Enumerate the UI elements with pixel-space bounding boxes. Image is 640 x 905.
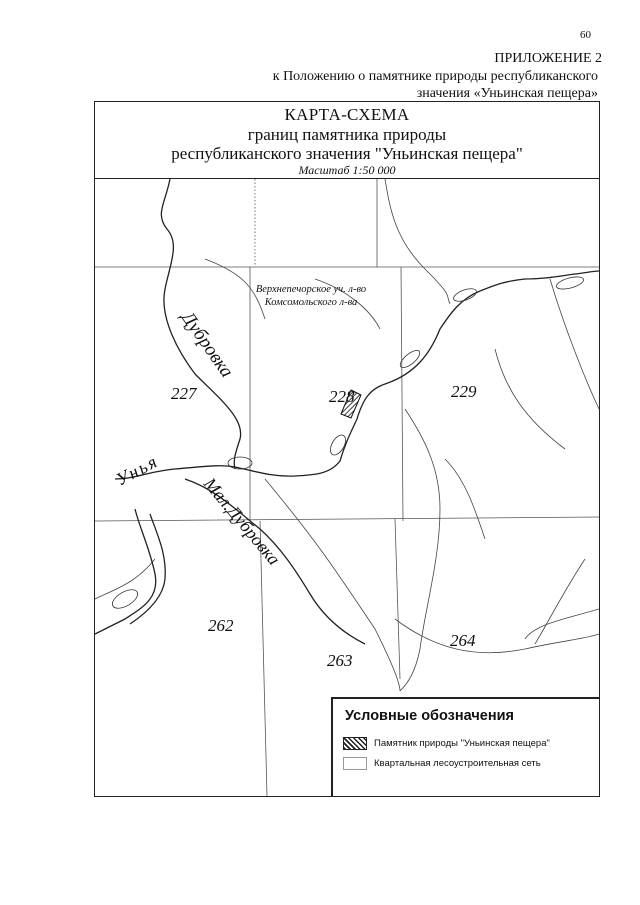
quarter-264: 264 [450, 631, 476, 650]
map-scale: Масштаб 1:50 000 [298, 163, 396, 177]
legend-title: Условные обозначения [345, 708, 514, 724]
forestry-label-2: Комсомольского л-ва [264, 297, 358, 308]
quarter-263: 263 [327, 651, 353, 670]
legend-item-monument [343, 737, 550, 750]
page-number: 60 [580, 29, 591, 41]
quarter-228: 228 [329, 387, 355, 406]
map-title-box [94, 101, 600, 179]
legend-item-label: Памятник природы "Уньинская пещера" [374, 738, 550, 749]
plain-swatch-icon [343, 757, 367, 770]
river-mal-dubrovka-label: Мал.Дубровка [199, 473, 285, 569]
river-dubrovka-label: Дубровка [176, 307, 238, 382]
legend-item-quarter-grid [343, 757, 541, 770]
map-title: КАРТА-СХЕМА [284, 105, 410, 124]
appendix-subtitle-line1: к Положению о памятнике природы республиканского [272, 69, 598, 84]
forestry-label-1: Верхнепечорское уч. л-во [255, 284, 367, 295]
appendix-title: ПРИЛОЖЕНИЕ 2 [494, 51, 602, 66]
streams [95, 179, 599, 691]
map-subtitle-1: границ памятника природы [247, 125, 447, 144]
river-unya-label: Унья [112, 450, 162, 490]
legend [331, 697, 599, 796]
quarter-229: 229 [451, 382, 477, 401]
map-subtitle-2: республиканского значения "Уньинская пещера" [171, 144, 523, 163]
appendix-subtitle-line2: значения «Уньинская пещера» [416, 86, 598, 101]
legend-item-label: Квартальная лесоустроительная сеть [374, 758, 541, 769]
quarter-227: 227 [171, 384, 197, 403]
quarter-262: 262 [208, 616, 234, 635]
hatched-swatch-icon [343, 737, 367, 750]
